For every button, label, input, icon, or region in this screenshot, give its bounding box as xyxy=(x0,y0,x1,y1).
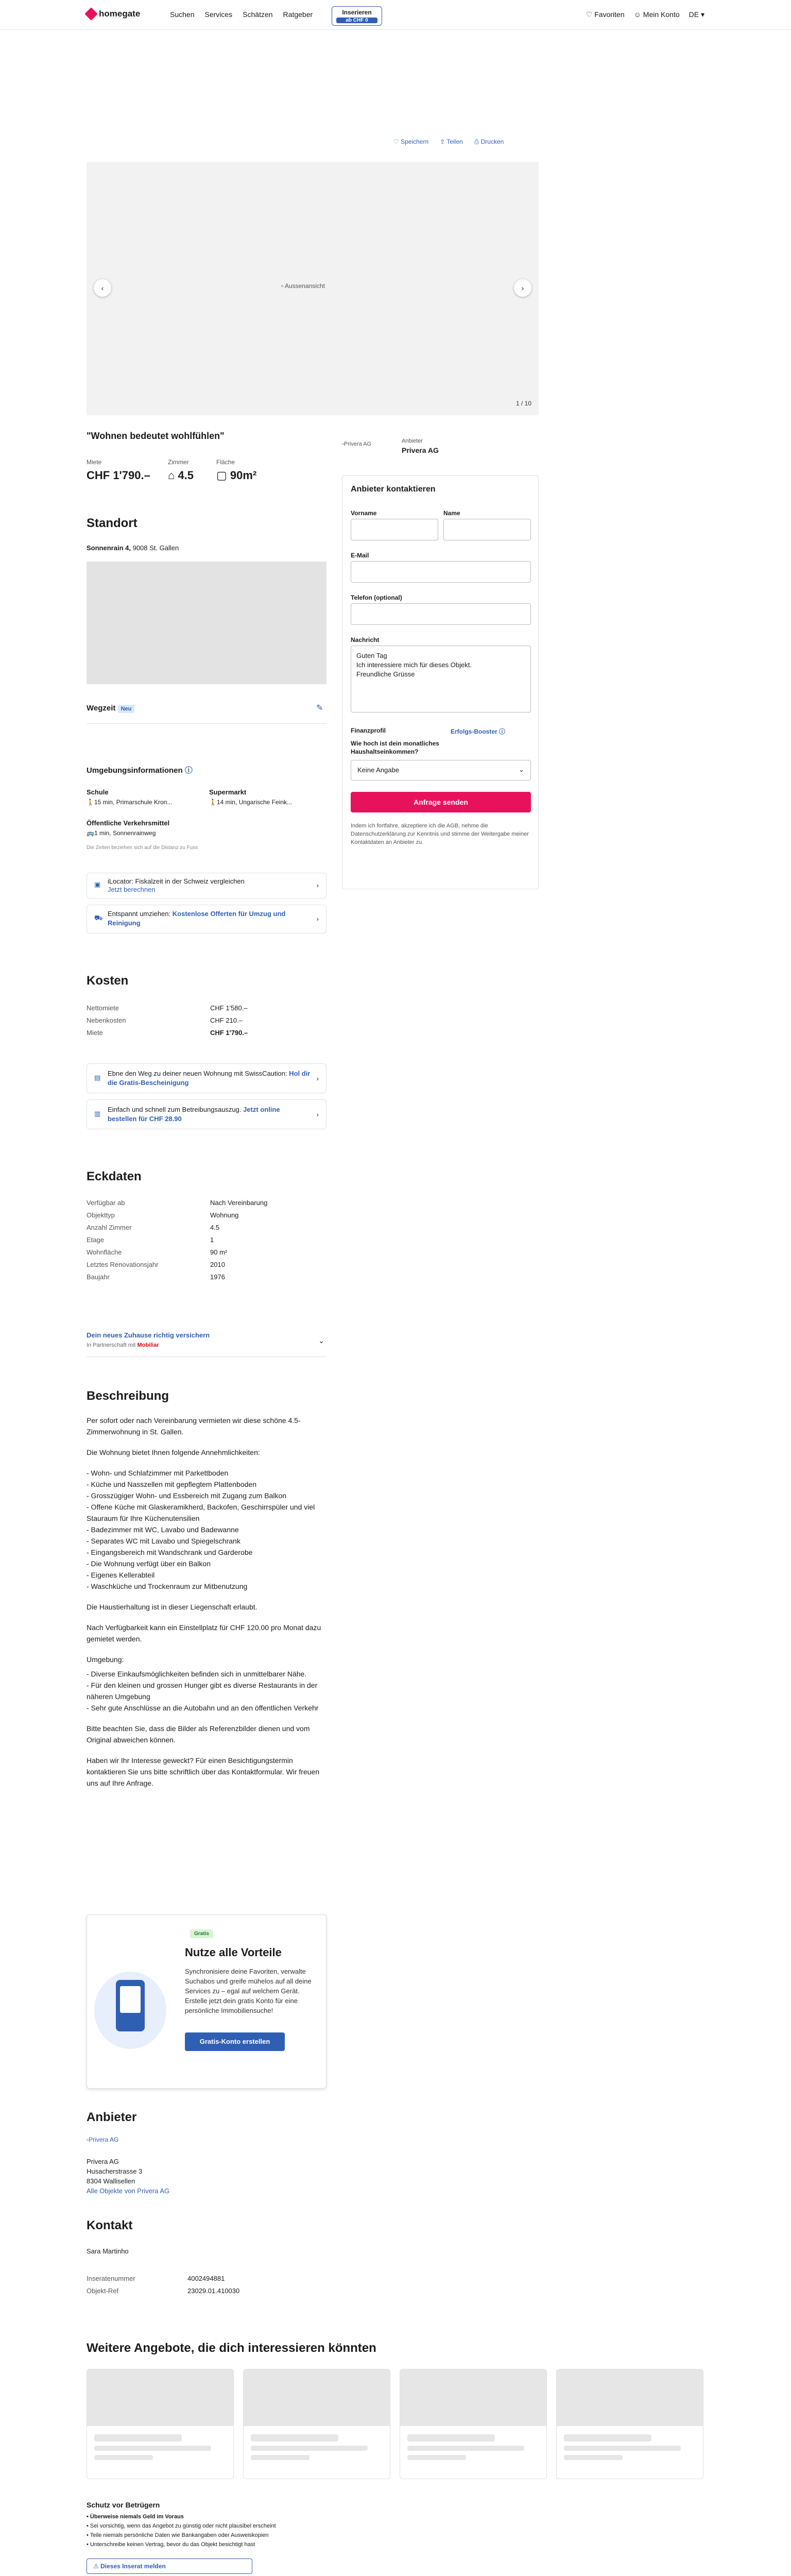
insurance-link: Dein neues Zuhause richtig versichern xyxy=(87,1331,210,1339)
advertiser-logo[interactable]: ▫Privera AG xyxy=(342,441,372,447)
advertiser-label: Anbieter xyxy=(402,438,423,444)
details-title: Eckdaten xyxy=(87,1170,142,1183)
first-name-input[interactable] xyxy=(351,519,438,540)
certificate-icon: ▤ xyxy=(94,1074,101,1081)
debt-extract-link[interactable]: Jetzt online bestellen für CHF 28.90 xyxy=(108,1106,280,1123)
message-textarea[interactable]: Guten Tag Ich interessiere mich für dieses Objekt. Freundliche Grüsse xyxy=(351,646,531,713)
detail-row: Verfügbar ab Nach Vereinbarung xyxy=(87,1198,268,1207)
contact-table xyxy=(87,2272,326,2297)
description-paragraph: Bitte beachten Sie, dass die Bilder als Referenzbilder dienen und vom Original abweichen können. xyxy=(87,1724,310,1744)
last-name-input[interactable] xyxy=(443,519,531,540)
area-icon: ▢ xyxy=(216,469,230,482)
school-label: Schule xyxy=(87,788,109,796)
report-listing-button[interactable]: ⚠ Dieses Inserat melden xyxy=(87,2558,252,2574)
save-button[interactable]: ♡ Speichern xyxy=(393,138,429,145)
share-button[interactable]: ⇪ Teilen xyxy=(440,138,463,145)
rooms-label: Zimmer xyxy=(168,459,189,466)
broken-image-icon: ▫ xyxy=(342,441,344,447)
finance-label: Finanzprofil xyxy=(351,727,386,734)
account-link[interactable]: ☺ Mein Konto xyxy=(633,10,680,19)
truck-icon: ⛟ xyxy=(94,914,103,922)
offer-card-skeleton[interactable] xyxy=(400,2369,547,2479)
first-name-label: Vorname xyxy=(351,510,377,517)
insurance-partner: In Partnerschaft mit Mobiliar xyxy=(87,1342,159,1348)
finance-booster-link[interactable]: Erfolgs-Booster ⓘ xyxy=(451,728,506,735)
advertiser-section-logo[interactable]: ▫Privera AG xyxy=(87,2136,119,2143)
costs-table xyxy=(87,1002,326,1039)
transport-label: Öffentliche Verkehrsmittel xyxy=(87,819,170,827)
chevron-down-icon: ⌄ xyxy=(519,766,524,773)
warning-icon: ⚠ xyxy=(93,2563,101,2570)
new-badge: Neu xyxy=(118,705,135,713)
header xyxy=(0,0,791,30)
description-body xyxy=(87,1415,326,1798)
fraud-title: Schutz vor Betrügern xyxy=(87,2501,160,2509)
contact-form xyxy=(342,475,539,889)
description-paragraph: Die Haustierhaltung ist in dieser Liegenschaft erlaubt. xyxy=(87,1603,257,1611)
fraud-item: • Teile niemals persönliche Daten wie Bankangaben oder Ausweiskopien xyxy=(87,2532,269,2538)
school-value: 🚶15 min, Primarschule Kron... xyxy=(87,799,173,806)
email-input[interactable] xyxy=(351,561,531,583)
cost-row: Nebenkosten CHF 210.– xyxy=(87,1016,243,1024)
gallery-next-button[interactable] xyxy=(514,279,531,297)
message-label: Nachricht xyxy=(351,636,380,643)
contact-person: Sara Martinho xyxy=(87,2247,129,2255)
phone-illustration xyxy=(94,1972,166,2049)
house-icon: ⌂ xyxy=(168,469,178,482)
cost-row: Miete CHF 1'790.– xyxy=(87,1028,248,1037)
description-title: Beschreibung xyxy=(87,1389,169,1403)
costs-title: Kosten xyxy=(87,974,129,988)
rent-label: Miete xyxy=(87,459,102,466)
email-label: E-Mail xyxy=(351,552,369,559)
offer-card-skeleton[interactable] xyxy=(556,2369,703,2479)
nav-search[interactable]: Suchen xyxy=(170,10,195,19)
rent-value: CHF 1'790.– xyxy=(87,469,150,482)
contact-row: Inseratenummer 4002494881 xyxy=(87,2274,225,2282)
homegate-logo[interactable]: homegate xyxy=(87,9,140,19)
chevron-right-icon: › xyxy=(521,284,524,292)
edit-commute-icon[interactable]: ✎ xyxy=(316,704,323,713)
user-icon: ☺ xyxy=(633,10,643,19)
logo-icon xyxy=(84,7,97,20)
transport-value: 🚌1 min, Sonnenrainweg xyxy=(87,829,156,837)
offer-card-skeleton[interactable] xyxy=(87,2369,234,2479)
description-paragraph: Haben wir Ihr Interesse geweckt? Für einen Besichtigungstermin kontaktieren Sie uns bitte schriftlich über das Kontaktformular. Wir freuen uns auf Ihre Anfrage. xyxy=(87,1756,320,1787)
more-offers-title: Weitere Angebote, die dich interessieren könnten xyxy=(87,2341,376,2355)
ilocator-link[interactable]: Jetzt berechnen xyxy=(108,886,156,893)
location-title: Standort xyxy=(87,516,137,530)
mobiliar-logo: Mobiliar xyxy=(137,1342,159,1348)
description-paragraph: Per sofort oder nach Vereinbarung vermieten wir diese schöne 4.5-Zimmerwohnung in St. Gallen. xyxy=(87,1416,301,1436)
language-select[interactable]: DE ▾ xyxy=(689,10,704,19)
fraud-list xyxy=(87,2512,276,2549)
detail-row: Wohnfläche 90 m² xyxy=(87,1248,228,1256)
moving-promo[interactable]: ⛟ Entspannt umziehen: Kostenlose Offerten für Umzug und Reinigung › xyxy=(87,905,326,934)
location-address: Sonnenrain 4, 9008 St. Gallen xyxy=(87,544,179,552)
description-paragraph: Umgebung: xyxy=(87,1655,124,1664)
detail-row: Objekttyp Wohnung xyxy=(87,1211,239,1219)
header-right xyxy=(586,10,704,19)
area-value: ▢ 90m² xyxy=(216,469,257,482)
description-paragraph: - Diverse Einkaufsmöglichkeiten befinden sich in unmittelbarer Nähe. - Für den kleinen und grossen Hunger gibt es diverse Restaurants in der näheren Umgebung - Sehr gute Anschlüsse an die Autobahn und an den öffentlichen Verkehr xyxy=(87,1670,319,1712)
divider xyxy=(87,723,326,724)
chevron-right-icon: › xyxy=(316,1075,319,1082)
advertiser-section-title: Anbieter xyxy=(87,2110,137,2124)
benefits-text: Synchronisiere deine Favoriten, verwalte Suchabos und greife mühelos auf all deine Services zu – egal auf welchem Gerät. Erstelle jetzt dein gratis Konto für eine persönliche Immobiliensuche! xyxy=(185,1968,312,2014)
insurance-accordion[interactable] xyxy=(87,1331,326,1357)
walk-icon: 🚶 xyxy=(209,799,217,806)
nav-guide[interactable]: Ratgeber xyxy=(283,10,313,19)
insert-button[interactable]: Inserieren ab CHF 0 xyxy=(332,6,382,26)
fraud-item: • Unterschreibe keinen Vertrag, bevor du das Objekt besichtigt hast xyxy=(87,2541,255,2548)
phone-input[interactable] xyxy=(351,603,531,625)
nav-services[interactable]: Services xyxy=(204,10,233,19)
offers-carousel xyxy=(87,2369,704,2479)
insert-badge: ab CHF 0 xyxy=(336,18,377,23)
offer-card-skeleton[interactable] xyxy=(243,2369,390,2479)
description-paragraph: - Wohn- und Schlafzimmer mit Parkettboden - Küche und Nasszellen mit gepflegtem Plattenboden - Grosszügiger Wohn- und Essbereich mit Zugang zum Balkon - Offene Küche mit Glaskeramikherd, Backofen, Geschirrspüler und viel Stauraum für Ihre Küchenutensilien - Badezimmer mit WC, Lavabo und Badewanne - Separates WC mit Lavabo und Spiegelschrank - Eingangsbereich mit Wandschrank und Garderobe - Die Wohnung verfügt über ein Balkon - Eigenes Kellerabteil - Waschküche und Trockenraum zur Mitbenutzung xyxy=(87,1469,315,1590)
benefits-card xyxy=(87,1914,326,2089)
commute-title: Wegzeit Neu xyxy=(87,704,134,713)
gallery-prev-button[interactable] xyxy=(94,279,111,297)
fraud-item: • Sei vorsichtig, wenn das Angebot zu günstig oder nicht plausibel erscheint xyxy=(87,2523,276,2529)
contact-section-title: Kontakt xyxy=(87,2218,133,2232)
nav-estimate[interactable]: Schätzen xyxy=(243,10,273,19)
create-account-button[interactable]: Gratis-Konto erstellen xyxy=(185,2032,285,2051)
detail-row: Anzahl Zimmer 4.5 xyxy=(87,1223,220,1231)
chevron-left-icon: ‹ xyxy=(101,284,104,292)
bus-icon: 🚌 xyxy=(87,829,94,837)
detail-row: Letztes Renovationsjahr 2010 xyxy=(87,1260,225,1268)
walk-icon: 🚶 xyxy=(87,799,94,806)
fraud-item: • Überweise niemals Geld im Voraus xyxy=(87,2514,184,2520)
surroundings-title: Umgebungsinformationen ⓘ xyxy=(87,766,193,775)
form-disclaimer: Indem ich fortfahre, akzeptiere ich die AGB, nehme die Datenschutzerklärung zur Kenntnis und stimme der Weitergabe meiner Kontaktdaten an Anbieter zu. xyxy=(351,823,529,845)
print-button[interactable]: ⎙ Drucken xyxy=(474,138,504,145)
advertiser-name: Privera AG xyxy=(402,446,439,454)
household-question: Wie hoch ist dein monatliches Haushaltseinkommen? xyxy=(351,740,439,755)
info-icon: ⓘ xyxy=(499,728,506,735)
submit-request-button[interactable]: Anfrage senden xyxy=(351,792,531,812)
market-value: 🚶14 min, Ungarische Feink... xyxy=(209,799,293,806)
ilocator-icon: ▣ xyxy=(94,880,101,888)
moving-link[interactable]: Kostenlose Offerten für Umzug und Reinigung xyxy=(108,910,286,927)
ilocator-promo[interactable]: ▣ iLocator: Fiskalzeit in der Schweiz vergleichen Jetzt berechnen › xyxy=(87,873,326,899)
info-icon[interactable]: ⓘ xyxy=(184,766,193,775)
contact-form-title: Anbieter kontaktieren xyxy=(351,485,436,494)
listing-title: "Wohnen bedeutet wohlfühlen" xyxy=(87,431,225,441)
broken-image-icon: ▫ xyxy=(281,282,285,290)
cost-row: Nettomiete CHF 1'580.– xyxy=(87,1004,248,1012)
detail-row: Baujahr 1976 xyxy=(87,1273,225,1281)
chevron-right-icon: › xyxy=(316,1111,319,1118)
area-label: Fläche xyxy=(216,459,235,466)
image-gallery[interactable] xyxy=(87,162,539,415)
favorites-link[interactable]: ♡ Favoriten xyxy=(586,10,625,19)
debt-extract-promo[interactable]: ▥ Einfach und schnell zum Betreibungsauszug. Jetzt online bestellen für CHF 28.90 › xyxy=(87,1099,326,1129)
heart-icon: ♡ xyxy=(586,10,595,19)
main-nav xyxy=(170,10,313,19)
chevron-down-icon: ⌄ xyxy=(318,1336,324,1345)
document-icon: ▥ xyxy=(94,1110,101,1117)
broken-image-icon: ▫ xyxy=(87,2136,89,2143)
chevron-right-icon: › xyxy=(316,915,319,923)
detail-row: Etage 1 xyxy=(87,1235,214,1244)
gallery-counter: 1 / 10 xyxy=(515,400,531,407)
location-map[interactable] xyxy=(87,562,326,684)
description-paragraph: Die Wohnung bietet Ihnen folgende Annehmlichkeiten: xyxy=(87,1448,260,1456)
advertiser-address: Privera AG Husacherstrasse 3 8304 Wallisellen Alle Objekte von Privera AG xyxy=(87,2158,170,2195)
swisscaution-link[interactable]: Hol dir die Gratis-Bescheinigung xyxy=(108,1070,311,1087)
swisscaution-promo[interactable]: ▤ Ebne den Weg zu deiner neuen Wohnung mit SwissCaution: Hol dir die Gratis-Bescheinigung › xyxy=(87,1063,326,1093)
contact-row: Objekt-Ref 23029.01.410030 xyxy=(87,2286,240,2295)
benefits-title: Nutze alle Vorteile xyxy=(185,1946,282,1959)
free-badge: Gratis xyxy=(190,1929,213,1938)
surroundings-note: Die Zeiten beziehen sich auf die Distanz zu Fuss xyxy=(87,845,198,851)
rooms-value: ⌂ 4.5 xyxy=(168,469,194,482)
phone-label: Telefon (optional) xyxy=(351,594,402,601)
last-name-label: Name xyxy=(443,510,460,517)
description-paragraph: Nach Verfügbarkeit kann ein Einstellplatz für CHF 120.00 pro Monat dazu gemietet werden. xyxy=(87,1623,321,1643)
listing-actions xyxy=(393,138,504,146)
chevron-right-icon: › xyxy=(316,882,319,889)
details-table xyxy=(87,1196,326,1283)
market-label: Supermarkt xyxy=(209,788,247,796)
gallery-image: ▫ Aussenansicht xyxy=(281,282,325,290)
household-select[interactable]: Keine Angabe ⌄ xyxy=(351,760,531,781)
all-objects-link[interactable]: Alle Objekte von Privera AG xyxy=(87,2187,170,2195)
